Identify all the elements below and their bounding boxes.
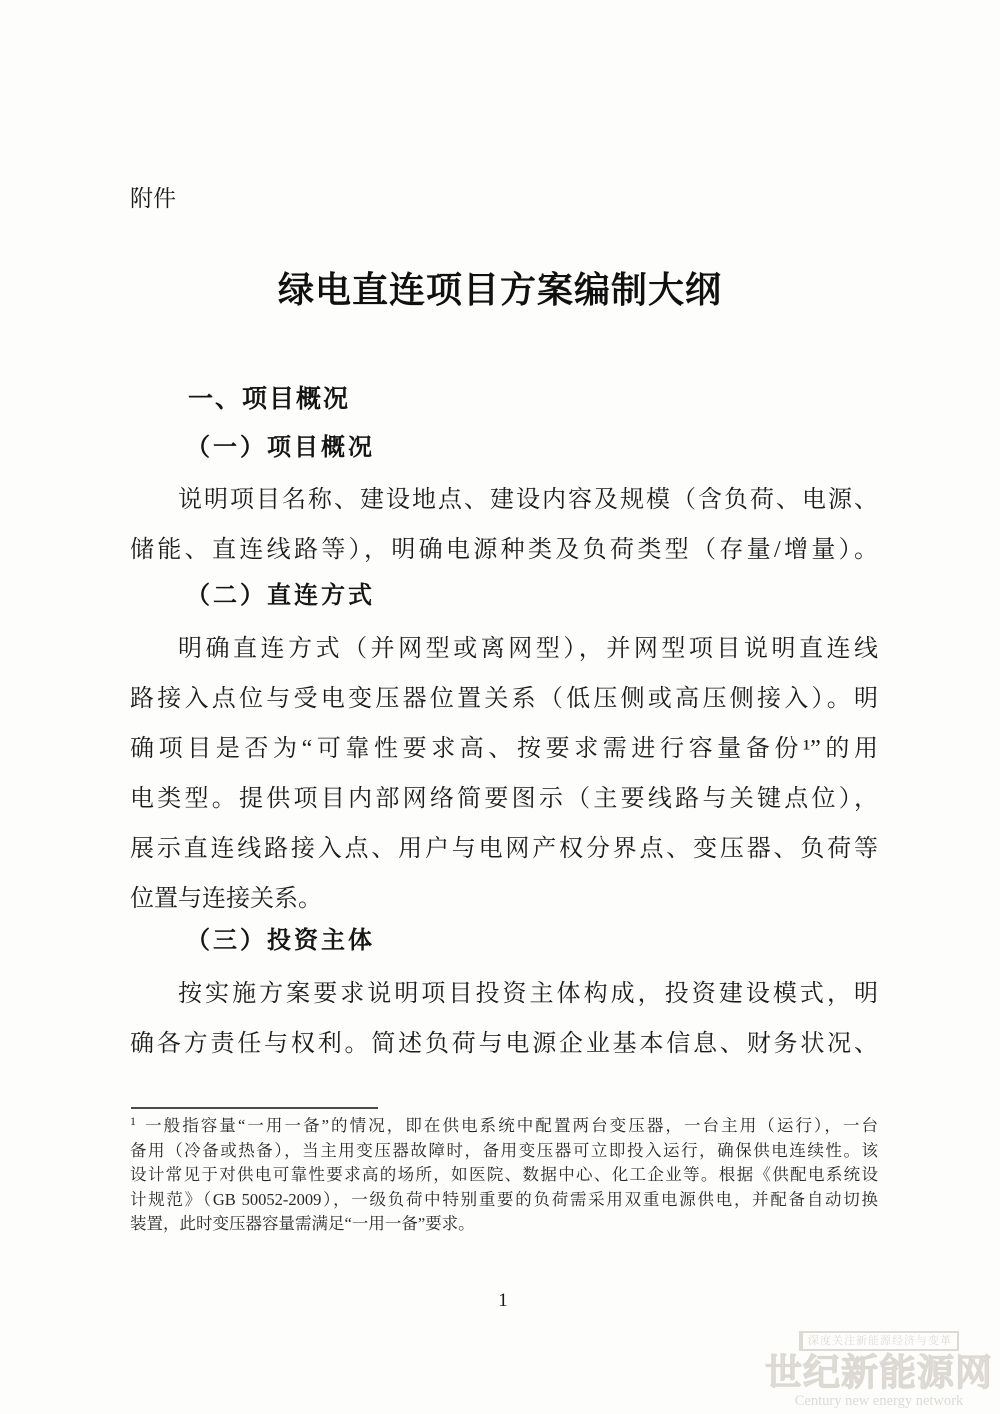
footnote	[130, 1114, 878, 1237]
text-line: 电类型。提供项目内部网络简要图示（主要线路与关键点位），	[130, 786, 878, 812]
text-line: 确项目是否为“可靠性要求高、按要求需进行容量备份¹”的用	[130, 736, 878, 762]
footnote-marker: 1	[130, 1114, 136, 1128]
text-line: 位置与连接关系。	[130, 886, 322, 912]
footnote-line: 设计常见于对供电可靠性要求高的场所，如医院、数据中心、化工企业等。根据《供配电系统设	[130, 1165, 878, 1185]
text-line: 展示直连线路接入点、用户与电网产权分界点、变压器、负荷等	[130, 836, 878, 862]
watermark-tagline: 深度关注新能源经济与变革	[799, 1331, 959, 1351]
watermark-site-name: 世纪新能源网	[765, 1352, 993, 1393]
text-line: 储能、直连线路等），明确电源种类及负荷类型（存量/增量）。	[130, 537, 878, 563]
footnote-line: 计规范》（GB 50052-2009），一级负荷中特别重要的负荷需采用双重电源供电，并配备自动切换	[130, 1189, 878, 1209]
attachment-label: 附件	[130, 185, 176, 211]
paragraph-3	[130, 969, 878, 1069]
section-heading-1: 一、项目概况	[188, 385, 351, 413]
watermark-site-name-en: Century new energy network	[794, 1393, 964, 1409]
paragraph-2	[130, 624, 878, 924]
footnote-line: 备用（冷备或热备），当主用变压器故障时，备用变压器可立即投入运行，确保供电连续性。该	[130, 1140, 878, 1160]
paragraph-1	[130, 475, 878, 575]
text-line: 说明项目名称、建设地点、建设内容及规模（含负荷、电源、	[178, 487, 878, 513]
footnote-divider	[131, 1107, 378, 1109]
subsection-heading-3: （三）投资主体	[186, 928, 375, 954]
footnote-text: 一般指容量“一用一备”的情况，即在供电系统中配置两台变压器，一台主用（运行），一台	[143, 1116, 878, 1135]
text-line: 按实施方案要求说明项目投资主体构成，投资建设模式，明	[178, 981, 878, 1007]
footnote-line	[130, 1114, 878, 1139]
text-line: 路接入点位与受电变压器位置关系（低压侧或高压侧接入）。明	[130, 686, 878, 712]
text-line: 确各方责任与权利。简述负荷与电源企业基本信息、财务状况、	[130, 1031, 878, 1057]
subsection-heading-2: （二）直连方式	[186, 583, 375, 609]
subsection-heading-1: （一）项目概况	[186, 435, 375, 461]
page-number: 1	[498, 1290, 508, 1311]
watermark	[762, 1331, 996, 1409]
text-line: 明确直连方式（并网型或离网型），并网型项目说明直连线	[178, 636, 878, 662]
document-title: 绿电直连项目方案编制大纲	[277, 269, 722, 310]
footnote-line: 装置，此时变压器容量需满足“一用一备”要求。	[130, 1214, 475, 1234]
